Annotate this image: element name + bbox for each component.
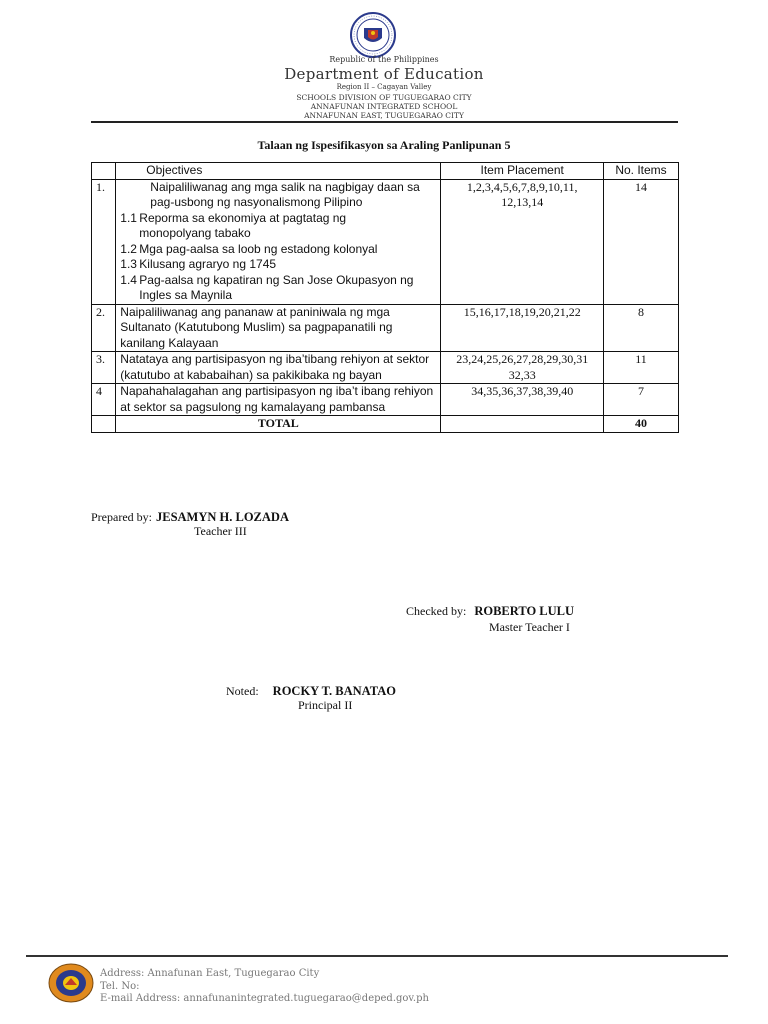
school-name: ANNAFUNAN INTEGRATED SCHOOL <box>310 102 458 111</box>
republic-label: Republic of the Philippines <box>329 55 439 64</box>
school-logo-icon <box>48 963 94 1003</box>
item-count: 14 <box>604 179 679 304</box>
noted-title: Principal II <box>298 698 353 712</box>
objective-text: Napahahalagahan ang partisipasyon ng iba’t ibang rehiyon <box>120 384 434 398</box>
header-no-items: No. Items <box>604 163 679 180</box>
sub-objective <box>120 211 436 227</box>
header-item-placement: Item Placement <box>441 163 604 180</box>
row-number: 1. <box>92 179 116 304</box>
prepared-title: Teacher III <box>194 524 247 538</box>
division-label: SCHOOLS DIVISION OF TUGUEGARAO CITY <box>296 93 472 102</box>
item-count: 11 <box>604 352 679 384</box>
header-divider <box>91 121 678 123</box>
item-count: 7 <box>604 384 679 416</box>
row-number: 2. <box>92 304 116 352</box>
objective-text: Natataya ang partisipasyon ng iba’tibang rehiyon at sektor (katutubo at kababaihan) sa pakikibaka ng bayan <box>116 352 441 384</box>
deped-seal-icon <box>350 12 396 58</box>
table-row <box>92 384 679 416</box>
noted-name: ROCKY T. BANATAO <box>272 684 396 698</box>
header-objectives: Objectives <box>116 163 441 180</box>
row-number: 4 <box>92 384 116 416</box>
sub-objective <box>120 257 436 273</box>
objective-cell <box>116 384 441 416</box>
document-title: Talaan ng Ispesifikasyon sa Araling Panlipunan 5 <box>257 138 511 152</box>
sub-number: 1.2 <box>120 241 137 256</box>
prepared-by-block <box>91 508 289 526</box>
item-placement: 15,16,17,18,19,20,21,22 <box>441 304 604 352</box>
total-label: TOTAL <box>116 416 441 433</box>
footer-email: E-mail Address: annafunanintegrated.tuguegarao@deped.gov.ph <box>100 993 429 1004</box>
table-header-row <box>92 163 679 180</box>
total-value: 40 <box>604 416 679 433</box>
checked-title: Master Teacher I <box>489 620 570 634</box>
objective-cell <box>116 179 441 304</box>
prepared-name: JESAMYN H. LOZADA <box>155 510 289 524</box>
noted-label: Noted: <box>226 684 259 698</box>
checked-by-block <box>406 602 574 620</box>
checked-label: Checked by: <box>406 604 467 618</box>
table-row <box>92 352 679 384</box>
sub-text: Reporma sa ekonomiya at pagtatag ng <box>139 210 347 225</box>
sub-objective <box>120 273 436 289</box>
sub-text: Mga pag-aalsa sa loob ng estadong kolonyal <box>139 241 378 256</box>
table-row <box>92 179 679 304</box>
sub-text: Pag-aalsa ng kapatiran ng San Jose Okupasyon ng <box>139 272 414 287</box>
sub-text-cont: Ingles sa Maynila <box>139 288 233 302</box>
objective-text-cont: at sektor sa pagsulong ng kamalayang pambansa <box>120 399 386 414</box>
school-address: ANNAFUNAN EAST, TUGUEGARAO CITY <box>304 111 464 120</box>
sub-number: 1.1 <box>120 210 137 225</box>
department-name: Department of Education <box>284 65 484 83</box>
sub-text: Kilusang agraryo ng 1745 <box>139 257 277 271</box>
total-items-empty <box>441 416 604 433</box>
item-placement: 23,24,25,26,27,28,29,30,31 32,33 <box>441 352 604 384</box>
sub-objective <box>120 242 436 258</box>
sub-number: 1.3 <box>120 257 137 271</box>
item-count: 8 <box>604 304 679 352</box>
sub-number: 1.4 <box>120 272 137 287</box>
sub-text-cont: monopolyang tabako <box>139 226 251 240</box>
item-placement: 1,2,3,4,5,6,7,8,9,10,11, 12,13,14 <box>441 179 604 304</box>
footer-address: Address: Annafunan East, Tuguegarao City <box>100 968 320 979</box>
total-row <box>92 416 679 433</box>
table-row <box>92 304 679 352</box>
header-num <box>92 163 116 180</box>
total-num-empty <box>92 416 116 433</box>
checked-name: ROBERTO LULU <box>474 604 575 618</box>
prepared-label: Prepared by: <box>91 510 152 524</box>
row-number: 3. <box>92 352 116 384</box>
specification-table <box>91 162 679 433</box>
objective-text: Naipaliliwanag ang pananaw at paniniwala ng mga Sultanato (Katutubong Muslim) sa pagpapanatili ng kanilang Kalayaan <box>116 304 441 352</box>
region-label: Region II – Cagayan Valley <box>336 83 432 91</box>
footer-tel: Tel. No: <box>100 981 140 992</box>
objective-text: Naipaliliwanag ang mga salik na nagbigay daan sa pag-usbong ng nasyonalismong Pilipino <box>150 179 420 209</box>
item-placement: 34,35,36,37,38,39,40 <box>441 384 604 416</box>
footer-divider <box>26 955 728 957</box>
